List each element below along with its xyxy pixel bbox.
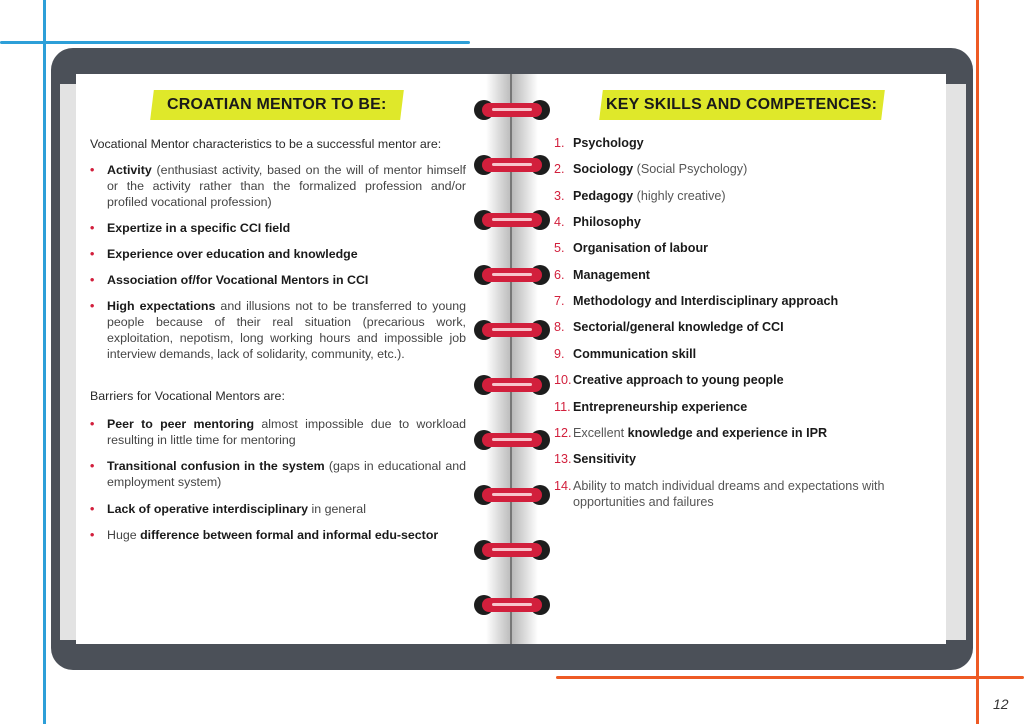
binding-ring xyxy=(474,320,550,340)
bullet-icon: • xyxy=(90,502,95,516)
bullet-icon: • xyxy=(90,528,95,542)
skill-item: 4. Philosophy xyxy=(554,215,641,229)
frame-line-blue-vertical xyxy=(43,0,46,724)
skill-item: 7. Methodology and Interdisciplinary approach xyxy=(554,294,839,308)
left-heading xyxy=(150,90,404,120)
bullet-icon: • xyxy=(90,417,95,431)
binding-ring xyxy=(474,100,550,120)
barrier-item: • Lack of operative interdisciplinary in general xyxy=(90,502,366,516)
frame-line-blue-horizontal xyxy=(0,41,470,44)
barriers-intro: Barriers for Vocational Mentors are: xyxy=(90,389,285,403)
skill-item: 1. Psychology xyxy=(554,136,644,150)
skill-item: 14. Ability to match individual dreams and expectations with opportunities and failures xyxy=(554,479,885,509)
binding-ring xyxy=(474,155,550,175)
binding-ring xyxy=(474,265,550,285)
characteristic-item: • Activity (enthusiast activity, based on the will of mentor himself or the activity rather than the formalized profession and/or profiled vocational profession) xyxy=(90,163,466,209)
skill-item: 8. Sectorial/general knowledge of CCI xyxy=(554,320,784,334)
binding-ring xyxy=(474,375,550,395)
skill-item: 12. Excellent knowledge and experience in IPR xyxy=(554,426,828,440)
left-heading-text: CROATIAN MENTOR TO BE: xyxy=(167,96,387,113)
skill-item: 13. Sensitivity xyxy=(554,452,636,466)
skill-item: 11. Entrepreneurship experience xyxy=(554,400,748,414)
frame-line-orange-vertical xyxy=(976,0,979,724)
barrier-item: • Huge difference between formal and informal edu-sector xyxy=(90,528,439,542)
characteristic-item: • High expectations and illusions not to be transferred to young people because of their real situation (precarious work, exploitation, nepotism, long working hours and impossible job interview demands, lack of solidarity, community, etc.). xyxy=(90,299,467,361)
characteristic-item: • Experience over education and knowledge xyxy=(90,247,358,261)
skill-item: 2. Sociology (Social Psychology) xyxy=(554,162,748,176)
bullet-icon: • xyxy=(90,163,95,177)
binding-ring xyxy=(474,430,550,450)
page-number: 12 xyxy=(993,696,1009,712)
barrier-item: • Transitional confusion in the system (gaps in educational and employment system) xyxy=(90,459,466,489)
right-heading xyxy=(599,90,885,120)
binding-ring xyxy=(474,540,550,560)
characteristics-intro: Vocational Mentor characteristics to be a successful mentor are: xyxy=(90,137,442,151)
skill-item: 6. Management xyxy=(554,268,650,282)
skill-item: 3. Pedagogy (highly creative) xyxy=(554,189,726,203)
barrier-item: • Peer to peer mentoring almost impossible due to workload resulting in little time for mentoring xyxy=(90,417,467,447)
bullet-icon: • xyxy=(90,273,95,287)
bullet-icon: • xyxy=(90,299,95,313)
page-stack-right xyxy=(946,84,966,640)
binding-ring xyxy=(474,595,550,615)
right-heading-text: KEY SKILLS AND COMPETENCES: xyxy=(606,96,878,113)
binding-ring xyxy=(474,485,550,505)
skill-item: 5. Organisation of labour xyxy=(554,241,709,255)
characteristic-item: • Association of/for Vocational Mentors in CCI xyxy=(90,273,369,287)
skill-item: 9. Communication skill xyxy=(554,347,697,361)
skill-item: 10. Creative approach to young people xyxy=(554,373,784,387)
bullet-icon: • xyxy=(90,247,95,261)
frame-line-orange-horizontal xyxy=(556,676,1024,679)
bullet-icon: • xyxy=(90,221,95,235)
characteristic-item: • Expertize in a specific CCI field xyxy=(90,221,291,235)
bullet-icon: • xyxy=(90,459,95,473)
binding-ring xyxy=(474,210,550,230)
